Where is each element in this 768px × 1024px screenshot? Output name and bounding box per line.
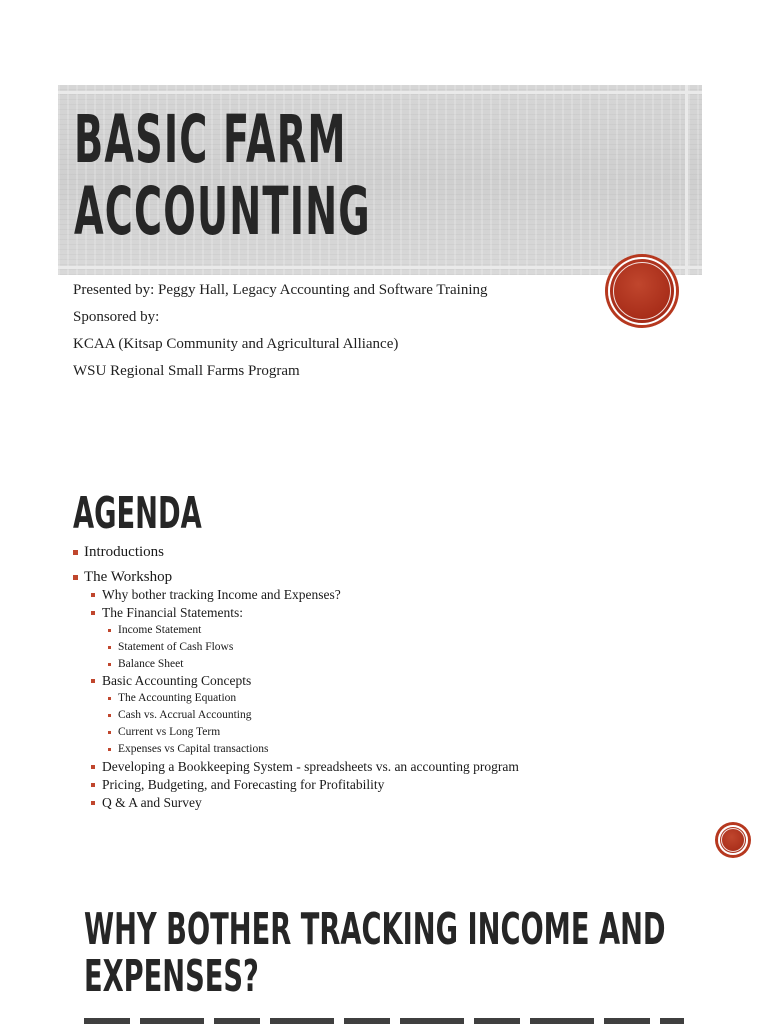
agenda-subitem: The Financial Statements: <box>72 604 519 622</box>
sponsor-heading: Sponsored by: <box>73 309 160 325</box>
why-bother-slide <box>0 888 768 1024</box>
banner-rule-bottom <box>58 266 702 269</box>
presenter-line: Presented by: Peggy Hall, Legacy Accounting and Software Training <box>73 282 488 298</box>
agenda-subitem: Pricing, Budgeting, and Forecasting for Profitability <box>72 776 519 794</box>
agenda-subsubitem: Balance Sheet <box>72 656 519 673</box>
title-line-2: ACCOUNTING <box>74 173 371 250</box>
banner-rule-top <box>58 91 702 94</box>
agenda-slide <box>0 448 768 880</box>
slide-title <box>84 906 666 1000</box>
agenda-item: The Workshop <box>72 568 519 586</box>
agenda-subsubitem: Statement of Cash Flows <box>72 639 519 656</box>
agenda-subitem: Developing a Bookkeeping System - spreadsheets vs. an accounting program <box>72 758 519 776</box>
banner-rule-side <box>685 85 688 275</box>
title-banner <box>58 85 702 275</box>
agenda-subsubitem: Current vs Long Term <box>72 724 519 741</box>
title-line-2: EXPENSES? <box>84 951 259 1002</box>
title-line-1: BASIC FARM <box>74 101 347 178</box>
accent-circle-icon <box>718 825 748 855</box>
presenter-info <box>73 277 488 385</box>
agenda-subsubitem: Cash vs. Accrual Accounting <box>72 707 519 724</box>
agenda-subitem: Basic Accounting Concepts <box>72 672 519 690</box>
sponsor-wsu: WSU Regional Small Farms Program <box>73 363 300 379</box>
agenda-item: Introductions <box>72 543 519 561</box>
agenda-subsubitem: Expenses vs Capital transactions <box>72 741 519 758</box>
sponsor-kcaa: KCAA (Kitsap Community and Agricultural Alliance) <box>73 336 399 352</box>
accent-circle-icon <box>608 257 676 325</box>
agenda-title: AGENDA <box>73 488 202 539</box>
title-line-1: WHY BOTHER TRACKING INCOME AND <box>84 904 666 955</box>
agenda-subitem: Q & A and Survey <box>72 794 519 812</box>
agenda-subsubitem: The Accounting Equation <box>72 690 519 707</box>
agenda-subsubitem: Income Statement <box>72 622 519 639</box>
title-slide <box>0 0 768 440</box>
agenda-list <box>72 543 519 812</box>
agenda-subitem: Why bother tracking Income and Expenses? <box>72 586 519 604</box>
cut-off-body-text <box>84 1018 684 1024</box>
